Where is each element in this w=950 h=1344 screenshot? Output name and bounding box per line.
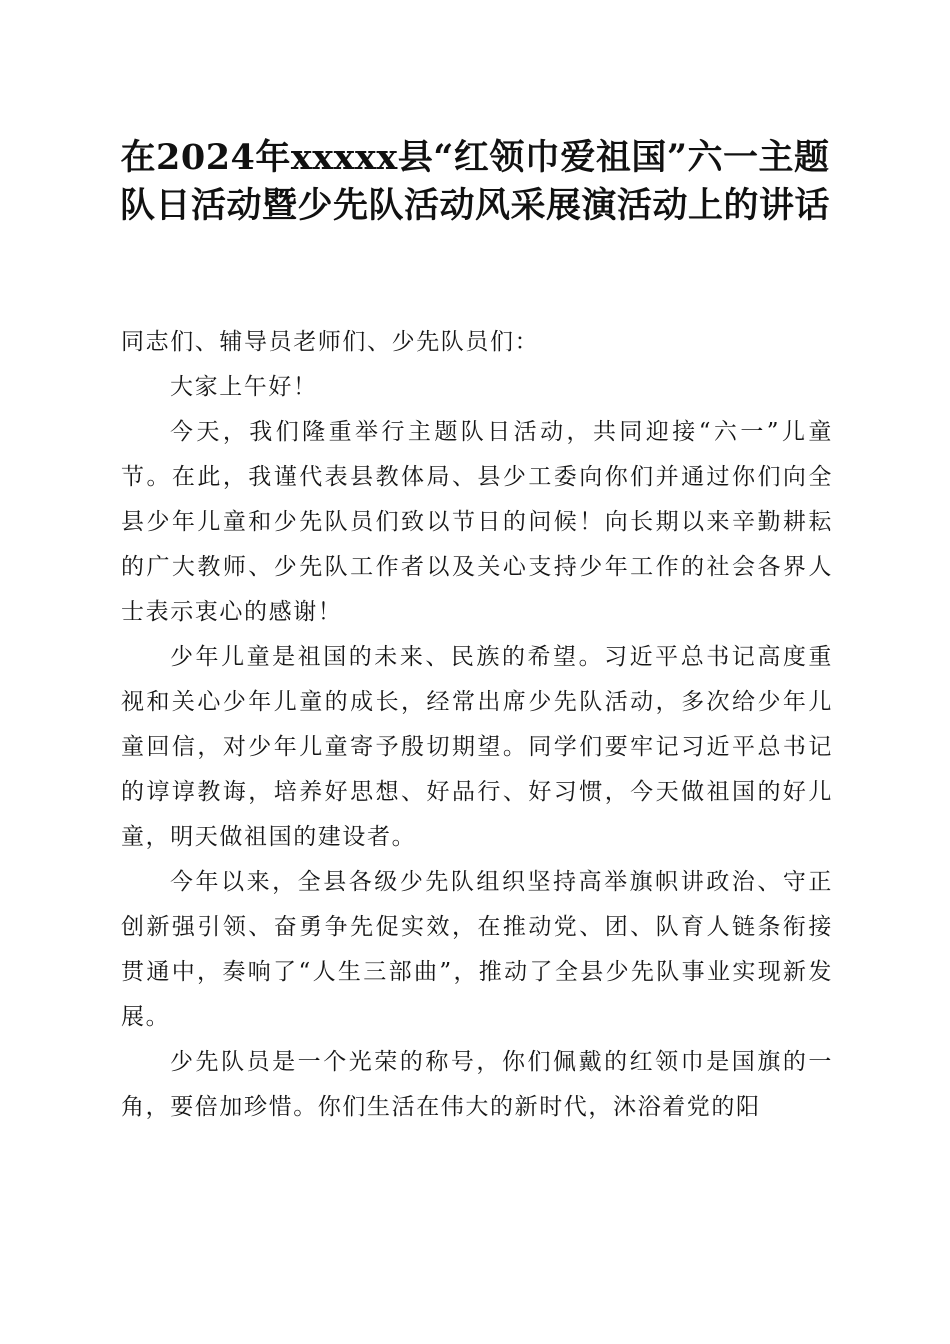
paragraph-greeting: 大家上午好！ — [170, 374, 318, 400]
paragraph-young-pioneers: 少先队员是一个光荣的称号，你们佩戴的红领巾是国旗的一角，要倍加珍惜。你们生活在伟大的新时代，沐浴着党的阳 — [121, 1049, 833, 1120]
paragraph-future-of-nation: 少年儿童是祖国的未来、民族的希望。习近平总书记高度重视和关心少年儿童的成长，经常出席少先队活动，多次给少年儿童回信，对少年儿童寄予殷切期望。同学们要牢记习近平总书记的谆谆教诲，培养好思想、好品行、好习惯，今天做祖国的好儿童，明天做祖国的建设者。 — [121, 644, 833, 850]
paragraph-children-day: 今天，我们隆重举行主题队日活动，共同迎接“六一”儿童节。在此，我谨代表县教体局、县少工委向你们并通过你们向全县少年儿童和少先队员们致以节日的问候！向长期以来辛勤耕耘的广大教师、少先队工作者以及关心支持少年工作的社会各界人士表示衷心的感谢！ — [121, 419, 833, 625]
document-title: 在2024年xxxxx县“红领巾爱祖国”六一主题队日活动暨少先队活动风采展演活动上的讲话 — [119, 137, 830, 226]
document-body — [121, 320, 833, 1130]
salutation: 同志们、辅导员老师们、少先队员们： — [121, 329, 540, 355]
paragraph-county-progress: 今年以来，全县各级少先队组织坚持高举旗帜讲政治、守正创新强引领、奋勇争先促实效，在推动党、团、队育人链条衔接贯通中，奏响了“人生三部曲”，推动了全县少先队事业实现新发展。 — [121, 869, 833, 1030]
